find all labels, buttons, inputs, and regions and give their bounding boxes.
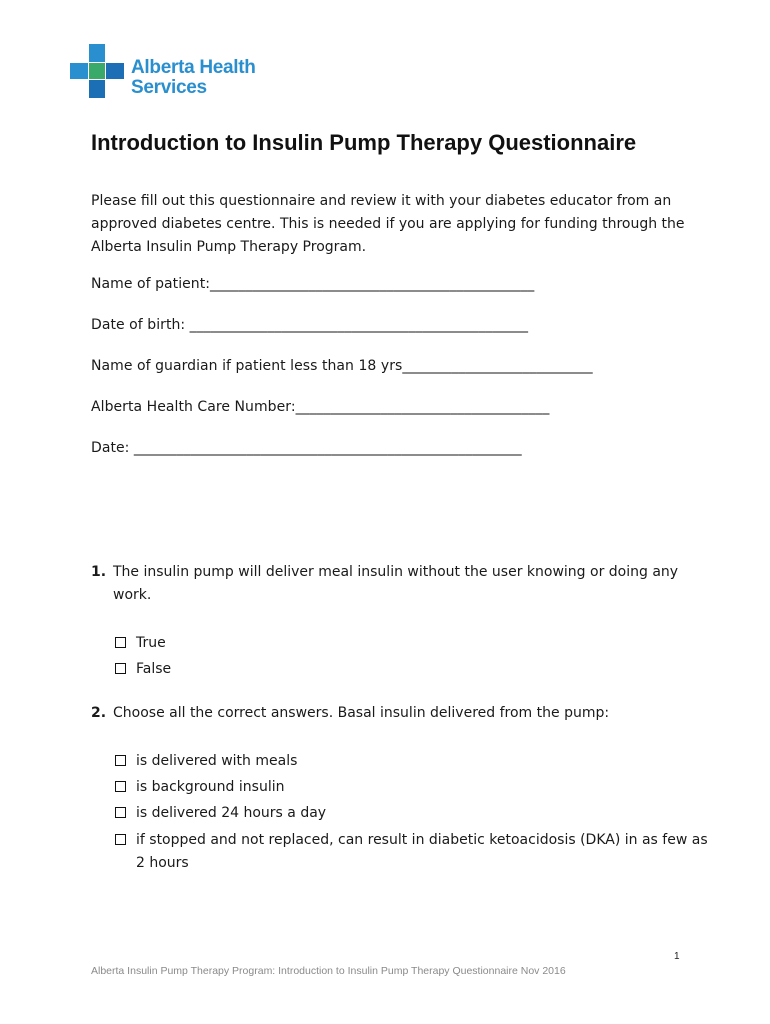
question-line: work. <box>113 587 152 603</box>
option-dka-if-stopped[interactable] <box>113 829 708 875</box>
page-title: Introduction to Insulin Pump Therapy Questionnaire <box>91 130 637 155</box>
option-background-insulin[interactable] <box>113 776 693 799</box>
intro-paragraph <box>91 190 685 259</box>
page-number: 1 <box>674 951 680 962</box>
checkbox[interactable] <box>115 834 126 845</box>
checkbox[interactable] <box>115 663 126 674</box>
option-label: is delivered with meals <box>136 753 298 769</box>
option-label: 2 hours <box>136 855 189 871</box>
option-label: True <box>136 635 166 651</box>
checkbox[interactable] <box>115 637 126 648</box>
option-label: is delivered 24 hours a day <box>136 805 327 821</box>
question-2 <box>91 702 691 725</box>
option-label: is background insulin <box>136 779 285 795</box>
option-label: if stopped and not replaced, can result in diabetic ketoacidosis (DKA) in as few as <box>136 832 708 848</box>
option-label: False <box>136 661 172 677</box>
guardian-name-field[interactable]: Name of guardian if patient less than 18 yrs___________________________ <box>91 358 593 374</box>
question-number: 2. <box>91 705 107 721</box>
patient-name-field[interactable]: Name of patient:______________________________________________ <box>91 276 535 292</box>
question-text <box>113 561 683 607</box>
date-field[interactable]: Date: _______________________________________________________ <box>91 440 522 456</box>
page-footer: Alberta Insulin Pump Therapy Program: Introduction to Insulin Pump Therapy Questionnaire Nov 2016 <box>91 965 566 977</box>
checkbox[interactable] <box>115 807 126 818</box>
intro-line: Please fill out this questionnaire and review it with your diabetes educator from an <box>91 193 672 209</box>
health-care-number-field[interactable]: Alberta Health Care Number:____________________________________ <box>91 399 550 415</box>
date-of-birth-field[interactable]: Date of birth: ________________________________________________ <box>91 317 529 333</box>
logo-line-1: Alberta Health <box>131 57 256 78</box>
question-1 <box>91 561 691 607</box>
question-line: The insulin pump will deliver meal insulin without the user knowing or doing any <box>113 564 679 580</box>
intro-line: Alberta Insulin Pump Therapy Program. <box>91 239 367 255</box>
checkbox[interactable] <box>115 781 126 792</box>
checkbox[interactable] <box>115 755 126 766</box>
question-line: Choose all the correct answers. Basal insulin delivered from the pump: <box>113 705 610 721</box>
question-number: 1. <box>91 564 107 580</box>
ahs-cross-logo-icon <box>70 44 128 100</box>
logo-line-2: Services <box>131 77 207 98</box>
intro-line: approved diabetes centre. This is needed if you are applying for funding through the <box>91 216 685 232</box>
option-delivered-with-meals[interactable] <box>113 750 693 773</box>
ahs-logo <box>70 44 270 100</box>
option-false[interactable] <box>113 658 693 681</box>
question-text <box>113 702 683 725</box>
option-true[interactable] <box>113 632 693 655</box>
option-delivered-24-hours[interactable] <box>113 802 693 825</box>
ahs-logo-text <box>131 58 256 98</box>
